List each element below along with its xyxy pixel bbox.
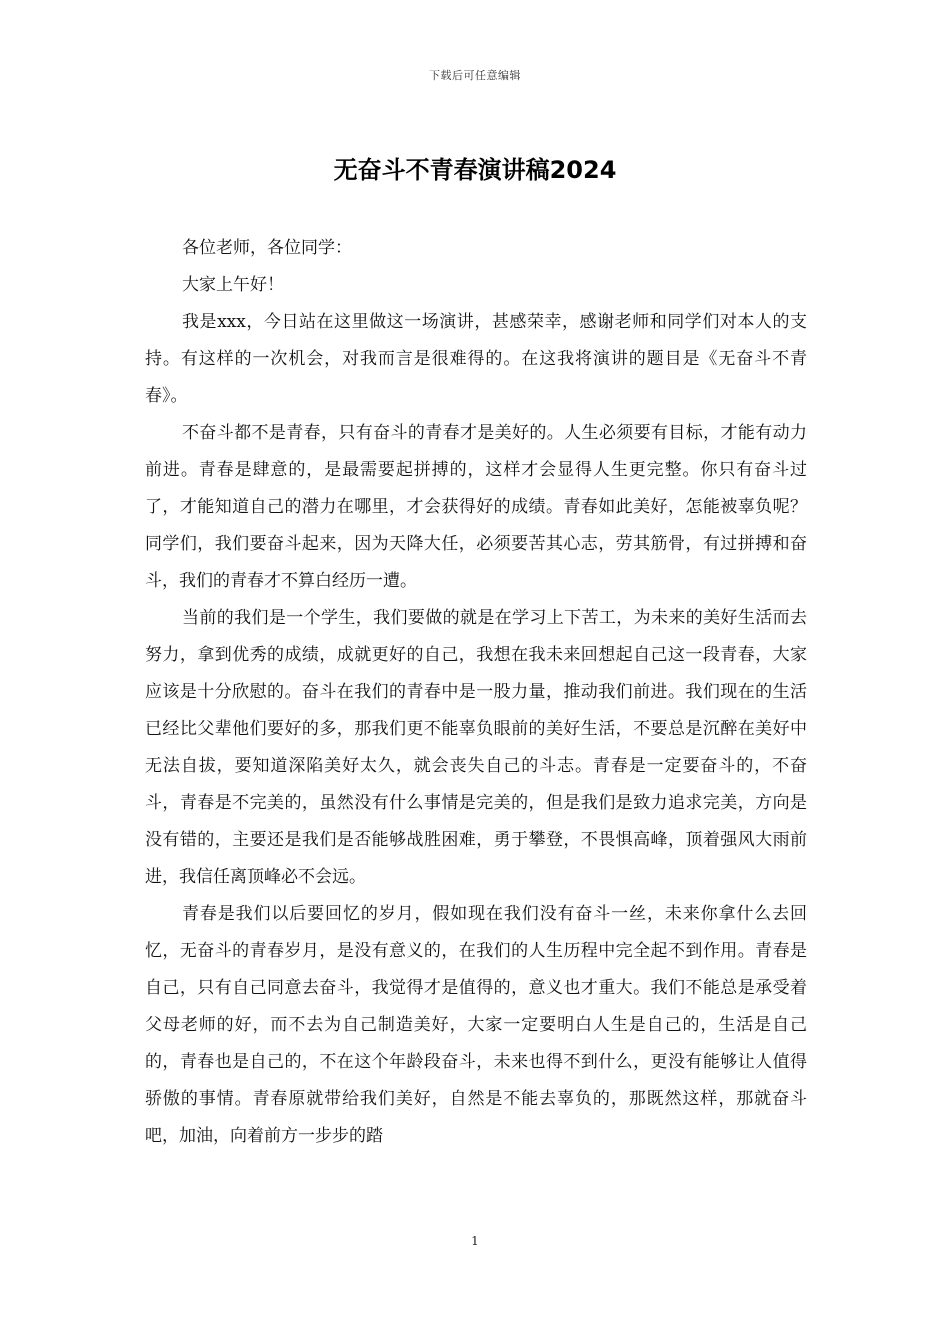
salutation-paragraph: 各位老师，各位同学： xyxy=(182,238,352,258)
page-header-note: 下载后可任意编辑 xyxy=(429,69,521,82)
body-paragraph: 我是xxx，今日站在这里做这一场演讲，甚感荣幸，感谢老师和同学们对本人的支持。有这样的一次机会，对我而言是很难得的。在这我将演讲的题目是《无奋斗不青春》。 xyxy=(145,312,807,406)
page-number: 1 xyxy=(471,1234,479,1248)
body-paragraph: 当前的我们是一个学生，我们要做的就是在学习上下苦工，为未来的美好生活而去努力，拿到优秀的成绩，成就更好的自己，我想在我未来回想起自己这一段青春，大家应该是十分欣慰的。奋斗在我们的青春中是一股力量，推动我们前进。我们现在的生活已经比父辈他们要好的多，那我们更不能辜负眼前的美好生活，不要总是沉醉在美好中无法自拔，要知道深陷美好太久，就会丧失自己的斗志。青春是一定要奋斗的，不奋斗，青春是不完美的，虽然没有什么事情是完美的，但是我们是致力追求完美，方向是没有错的，主要还是我们是否能够战胜困难，勇于攀登，不畏惧高峰，顶着强风大雨前进，我信任离顶峰必不会远。 xyxy=(145,608,807,887)
body-paragraph: 不奋斗都不是青春，只有奋斗的青春才是美好的。人生必须要有目标，才能有动力前进。青春是肆意的，是最需要起拼搏的，这样才会显得人生更完整。你只有奋斗过了，才能知道自己的潜力在哪里，才会获得好的成绩。青春如此美好，怎能被辜负呢？同学们，我们要奋斗起来，因为天降大任，必须要苦其心志，劳其筋骨，有过拼搏和奋斗，我们的青春才不算白经历一遭。 xyxy=(145,423,807,591)
greeting-paragraph: 大家上午好！ xyxy=(182,275,284,295)
document-body xyxy=(145,230,807,1155)
body-paragraph: 青春是我们以后要回忆的岁月，假如现在我们没有奋斗一丝，未来你拿什么去回忆，无奋斗的青春岁月，是没有意义的，在我们的人生历程中完全起不到作用。青春是自己，只有自己同意去奋斗，我觉得才是值得的，意义也才重大。我们不能总是承受着父母老师的好，而不去为自己制造美好，大家一定要明白人生是自己的，生活是自己的，青春也是自己的，不在这个年龄段奋斗，未来也得不到什么，更没有能够让人值得骄傲的事情。青春原就带给我们美好，自然是不能去辜负的，那既然这样，那就奋斗吧，加油，向着前方一步步的踏 xyxy=(145,904,807,1146)
document-title: 无奋斗不青春演讲稿2024 xyxy=(333,156,617,184)
